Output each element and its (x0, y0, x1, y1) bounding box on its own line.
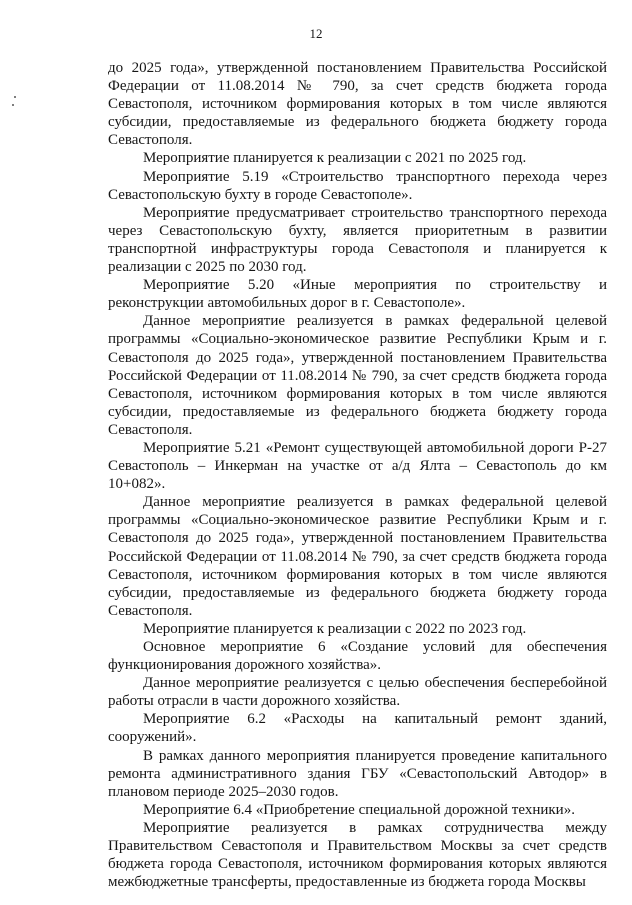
paragraph: Мероприятие 5.19 «Строительство транспортного перехода через Севастопольскую бухту в городе Севастополе». (108, 168, 607, 203)
paragraph: Мероприятие реализуется в рамках сотрудничества между Правительством Севастополя и Правительством Москвы за счет средств бюджета города Севастополя, источником формирования которых являются межбюджетные трансферты, предоставленные из бюджета города Москвы (108, 819, 607, 891)
paragraph: Мероприятие планируется к реализации с 2022 по 2023 год. (143, 620, 527, 637)
page-number: 12 (309, 26, 323, 41)
paragraph: Мероприятие 5.20 «Иные мероприятия по строительству и реконструкции автомобильных дорог в г. Севастополе». (108, 277, 607, 312)
paragraph: Данное мероприятие реализуется в рамках федеральной целевой программы «Социально-экономическое развитие Республики Крым и г. Севастополя до 2025 года», утвержденной постановлением Правительства Российской Федерации от 11.08.2014 № 790, за счет средств бюджета города Севастополя, источником формирования которых в том числе являются субсидии, предоставляемые из федерального бюджета бюджету города Севастополя. (108, 313, 607, 438)
paragraph: Мероприятие 5.21 «Ремонт существующей автомобильной дороги Р-27 Севастополь – Инкерман на участке от а/д Ялта – Севастополь до км 10+082». (108, 439, 607, 493)
paragraph: Мероприятие 6.2 «Расходы на капитальный ремонт зданий, сооружений». (108, 711, 607, 746)
paragraph: Данное мероприятие реализуется в рамках федеральной целевой программы «Социально-экономическое развитие Республики Крым и г. Севастополя до 2025 года», утвержденной постановлением Правительства Российской Федерации от 11.08.2014 № 790, за счет средств бюджета города Севастополя, источником формирования которых в том числе являются субсидии, предоставляемые из федерального бюджета бюджету города Севастополя. (108, 494, 607, 619)
paragraph: Мероприятие предусматривает строительство транспортного перехода через Севастопольскую бухту, является приоритетным в развитии транспортной инфраструктуры города Севастополя и планируется к реализации с 2025 по 2030 год. (108, 204, 607, 276)
paragraph: Мероприятие 6.4 «Приобретение специальной дорожной техники». (143, 801, 575, 818)
scan-speck (14, 96, 16, 98)
paragraph: до 2025 года», утвержденной постановлением Правительства Российской Федерации от 11.08.2014 № 790, за счет средств бюджета города Севастополя, источником формирования которых в том числе являются субсидии, предоставляемые из федерального бюджета бюджету города Севастополя. (108, 60, 607, 149)
paragraph: Данное мероприятие реализуется с целью обеспечения бесперебойной работы отрасли в части дорожного хозяйства. (108, 675, 607, 710)
scan-speck (12, 104, 14, 106)
paragraph: В рамках данного мероприятия планируется проведение капитального ремонта административного здания ГБУ «Севастопольский Автодор» в плановом периоде 2025–2030 годов. (108, 747, 607, 800)
paragraph: Мероприятие планируется к реализации с 2021 по 2025 год. (143, 150, 527, 167)
paragraph: Основное мероприятие 6 «Создание условий для обеспечения функционирования дорожного хозяйства». (108, 639, 607, 674)
document-body (108, 59, 607, 891)
